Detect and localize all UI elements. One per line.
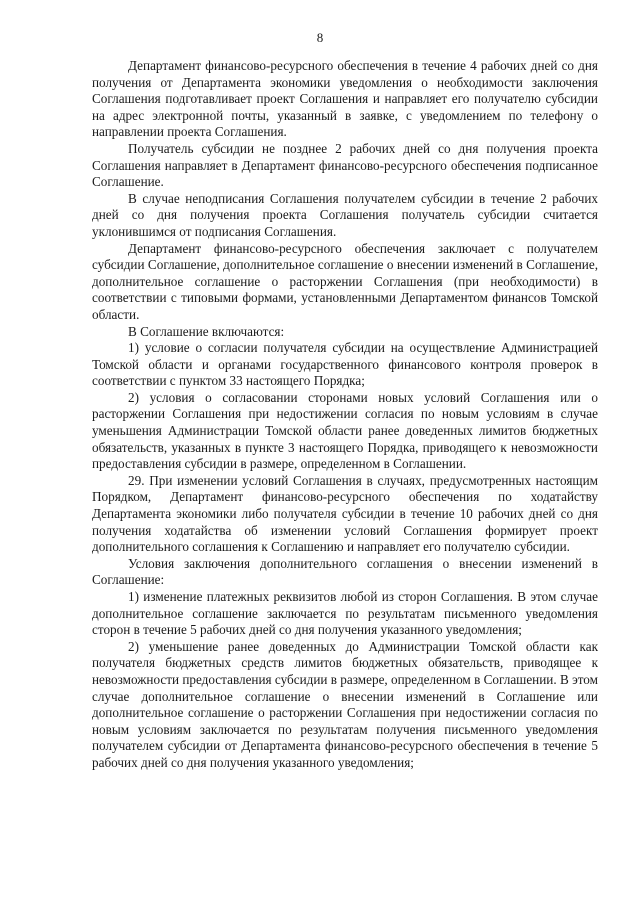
document-body [92, 58, 598, 772]
paragraph: Департамент финансово-ресурсного обеспечения в течение 4 рабочих дней со дня получения от Департамента экономики уведомления о необходимости заключения Соглашения подготавливает проект Соглашения и направляет его получателю субсидии на адрес электронной почты, указанный в заявке, с уведомлением по телефону о направлении проекта Соглашения. [92, 58, 598, 140]
page-number: 8 [316, 30, 324, 45]
clause-29: 29. При изменении условий Соглашения в случаях, предусмотренных настоящим Порядком, Департамент финансово-ресурсного обеспечения по ходатайству Департамента экономики либо получателя субсидии в течение 10 рабочих дней со дня получения ходатайства об изменении условий Соглашения формирует проект дополнительного соглашения к Соглашению и направляет его получателю субсидии. [92, 472, 598, 555]
paragraph: В случае неподписания Соглашения получателем субсидии в течение 2 рабочих дней со дня получения проекта Соглашения получатель субсидии считается уклонившимся от подписания Соглашения. [92, 190, 598, 239]
paragraph: Получатель субсидии не позднее 2 рабочих дней со дня получения проекта Соглашения направляет в Департамент финансово-ресурсного обеспечения подписанное Соглашение. [92, 140, 598, 190]
list-item: 2) уменьшение ранее доведенных до Администрации Томской области как получателя бюджетных средств лимитов бюджетных обязательств, приводящее к невозможности предоставления субсидии в размере, определенном в Соглашении. В этом случае дополнительное соглашение о внесении изменений в Соглашение или дополнительное соглашение о расторжении Соглашения при недостижении согласия по новым условиям заключается по результатам получения письменного уведомления получателем субсидии от Департамента финансово-ресурсного обеспечения в течение 5 рабочих дней со дня получения указанного уведомления; [92, 638, 598, 770]
paragraph: В Соглашение включаются: [128, 323, 285, 339]
paragraph: Условия заключения дополнительного соглашения о внесении изменений в Соглашение: [92, 555, 598, 588]
list-item: 2) условия о согласовании сторонами новых условий Соглашения или о расторжении Соглашения при недостижении согласия по новым условиям в случае уменьшения Администрации Томской области ранее доведенных лимитов бюджетных обязательств, указанных в пункте 3 настоящего Порядка, приводящего к невозможности предоставления субсидии в размере, определенном в Соглашении. [92, 389, 598, 472]
list-item: 1) условие о согласии получателя субсидии на осуществление Администрацией Томской области и органами государственного финансового контроля проверок в соответствии с пунктом 33 настоящего Порядка; [92, 340, 598, 389]
list-item: 1) изменение платежных реквизитов любой из сторон Соглашения. В этом случае дополнительное соглашение заключается по результатам письменного уведомления сторон в течение 5 рабочих дней со дня получения указанного уведомления; [92, 589, 598, 638]
paragraph: Департамент финансово-ресурсного обеспечения заключает с получателем субсидии Соглашение, дополнительное соглашение о внесении изменений в Соглашение, дополнительное соглашение о расторжении Соглашения (при необходимости) в соответствии с типовыми формами, установленными Департаментом финансов Томской области. [92, 240, 598, 322]
